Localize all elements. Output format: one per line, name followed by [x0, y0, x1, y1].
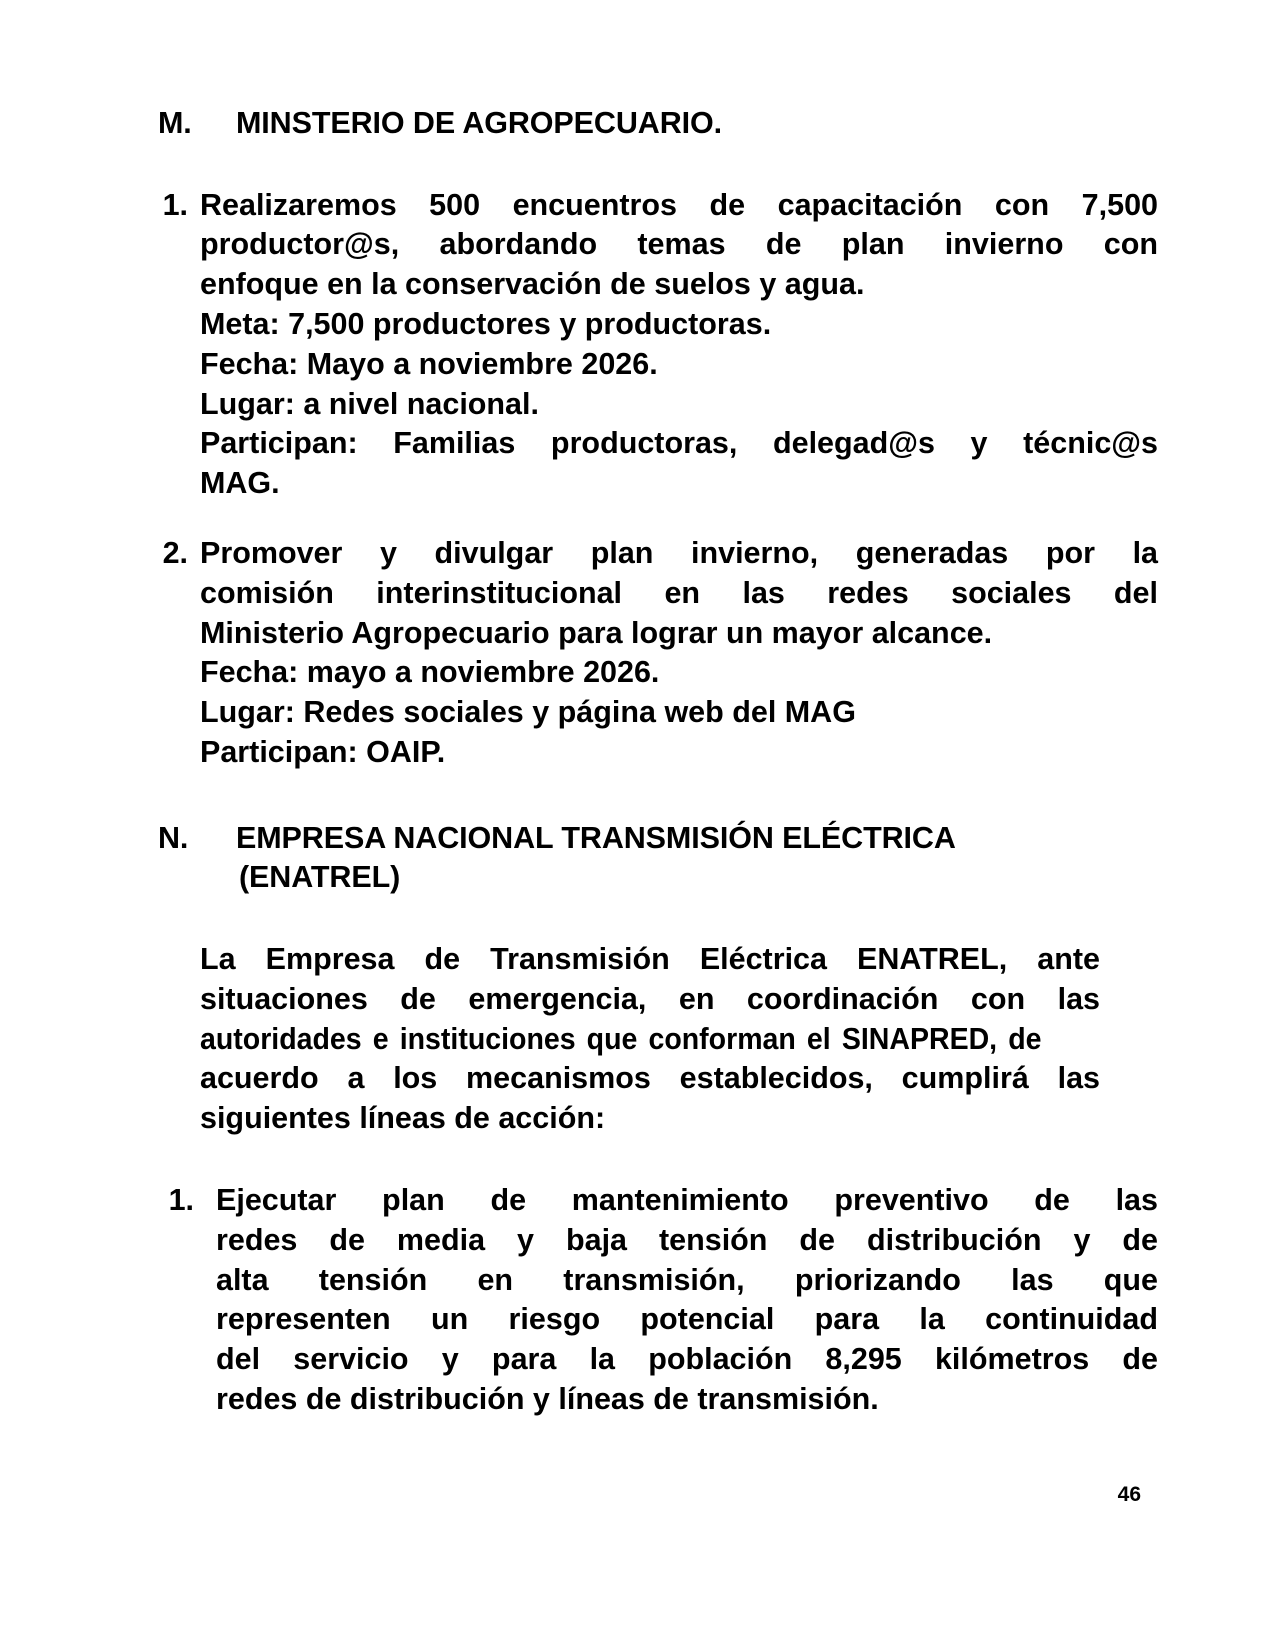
- section-heading-m: [158, 104, 1158, 144]
- paragraph-line: [200, 1020, 1100, 1060]
- detail-line-part: Participan: Familias productoras, delegad@s y técnic@s: [200, 426, 1158, 461]
- paragraph-line: La Empresa de Transmisión Eléctrica ENATREL, ante: [200, 942, 1100, 977]
- paragraph-line: siguientes líneas de acción:: [200, 1101, 606, 1136]
- paragraph-line: Ministerio Agropecuario para lograr un mayor alcance.: [200, 615, 993, 650]
- paragraph-line: alta tensión en transmisión, priorizando las que: [216, 1262, 1158, 1297]
- section-letter-m: M.: [158, 106, 192, 140]
- paragraph-line: comisión interinstitucional en las redes sociales del: [200, 575, 1158, 610]
- paragraph-line: productor@s, abordando temas de plan invierno con: [200, 227, 1158, 262]
- list-item-number: 1.: [168, 1183, 194, 1218]
- list-item-body: [200, 186, 1158, 504]
- paragraph-line: redes de media y baja tensión de distribución y de: [216, 1222, 1158, 1257]
- list-item: [158, 534, 1158, 773]
- list-item-paragraph: [216, 1181, 1158, 1420]
- spacer: [158, 504, 1158, 534]
- section-letter-n: N.: [158, 820, 189, 855]
- paragraph-line: Promover y divulgar plan invierno, generadas por la: [200, 536, 1158, 571]
- page-number: 46: [1117, 1483, 1141, 1506]
- list-item-paragraph: [200, 534, 1158, 653]
- list-item-number: 2.: [162, 536, 188, 571]
- list-item: [158, 1181, 1158, 1420]
- section-title-m: MINSTERIO DE AGROPECUARIO.: [236, 106, 722, 140]
- list-item-number: 1.: [162, 187, 188, 222]
- list-item-body: [216, 1181, 1158, 1420]
- paragraph-line: enfoque en la conservación de suelos y agua.: [200, 267, 865, 302]
- list-item: [158, 186, 1158, 504]
- spacer: [158, 144, 1158, 186]
- section-title-n-line2: (ENATREL): [239, 860, 401, 895]
- detail-participan: Participan: OAIP.: [200, 735, 446, 769]
- detail-lugar: Lugar: Redes sociales y página web del MAG: [200, 695, 856, 730]
- spacer: [158, 773, 1158, 819]
- list-item-body: [200, 534, 1158, 773]
- paragraph-line: del servicio y para la población 8,295 kilómetros de: [216, 1342, 1158, 1377]
- detail-lugar: Lugar: a nivel nacional.: [200, 386, 539, 421]
- paragraph-line: Realizaremos 500 encuentros de capacitación con 7,500: [200, 187, 1158, 222]
- page-content: [158, 104, 1158, 1420]
- paragraph-line: situaciones de emergencia, en coordinación con las: [200, 981, 1100, 1016]
- section-title-n-line1: EMPRESA NACIONAL TRANSMISIÓN ELÉCTRICA: [236, 820, 956, 855]
- enatrel-intro-block: [200, 940, 1100, 1139]
- section-heading-n: [158, 819, 1158, 898]
- paragraph-line: Ejecutar plan de mantenimiento preventivo de las: [216, 1183, 1158, 1218]
- spacer: [158, 1139, 1158, 1181]
- detail-fecha: Fecha: Mayo a noviembre 2026.: [200, 346, 658, 381]
- enatrel-intro-paragraph: [200, 940, 1100, 1139]
- detail-meta: Meta: 7,500 productores y productoras.: [200, 307, 772, 342]
- detail-participan: [200, 424, 1158, 504]
- spacer: [158, 898, 1158, 940]
- paragraph-line-condensed: autoridades e instituciones que conforman el SINAPRED, de: [200, 1021, 1042, 1056]
- numbered-list-enatrel: [158, 1181, 1158, 1420]
- detail-line-part: MAG.: [200, 466, 280, 501]
- paragraph-line: representen un riesgo potencial para la continuidad: [216, 1302, 1158, 1337]
- numbered-list-ministerio: [158, 186, 1158, 773]
- detail-fecha: Fecha: mayo a noviembre 2026.: [200, 655, 660, 690]
- paragraph-line: redes de distribución y líneas de transmisión.: [216, 1382, 879, 1417]
- paragraph-line: acuerdo a los mecanismos establecidos, cumplirá las: [200, 1061, 1100, 1096]
- list-item-paragraph: [200, 186, 1158, 305]
- section-title-n: [236, 819, 1158, 898]
